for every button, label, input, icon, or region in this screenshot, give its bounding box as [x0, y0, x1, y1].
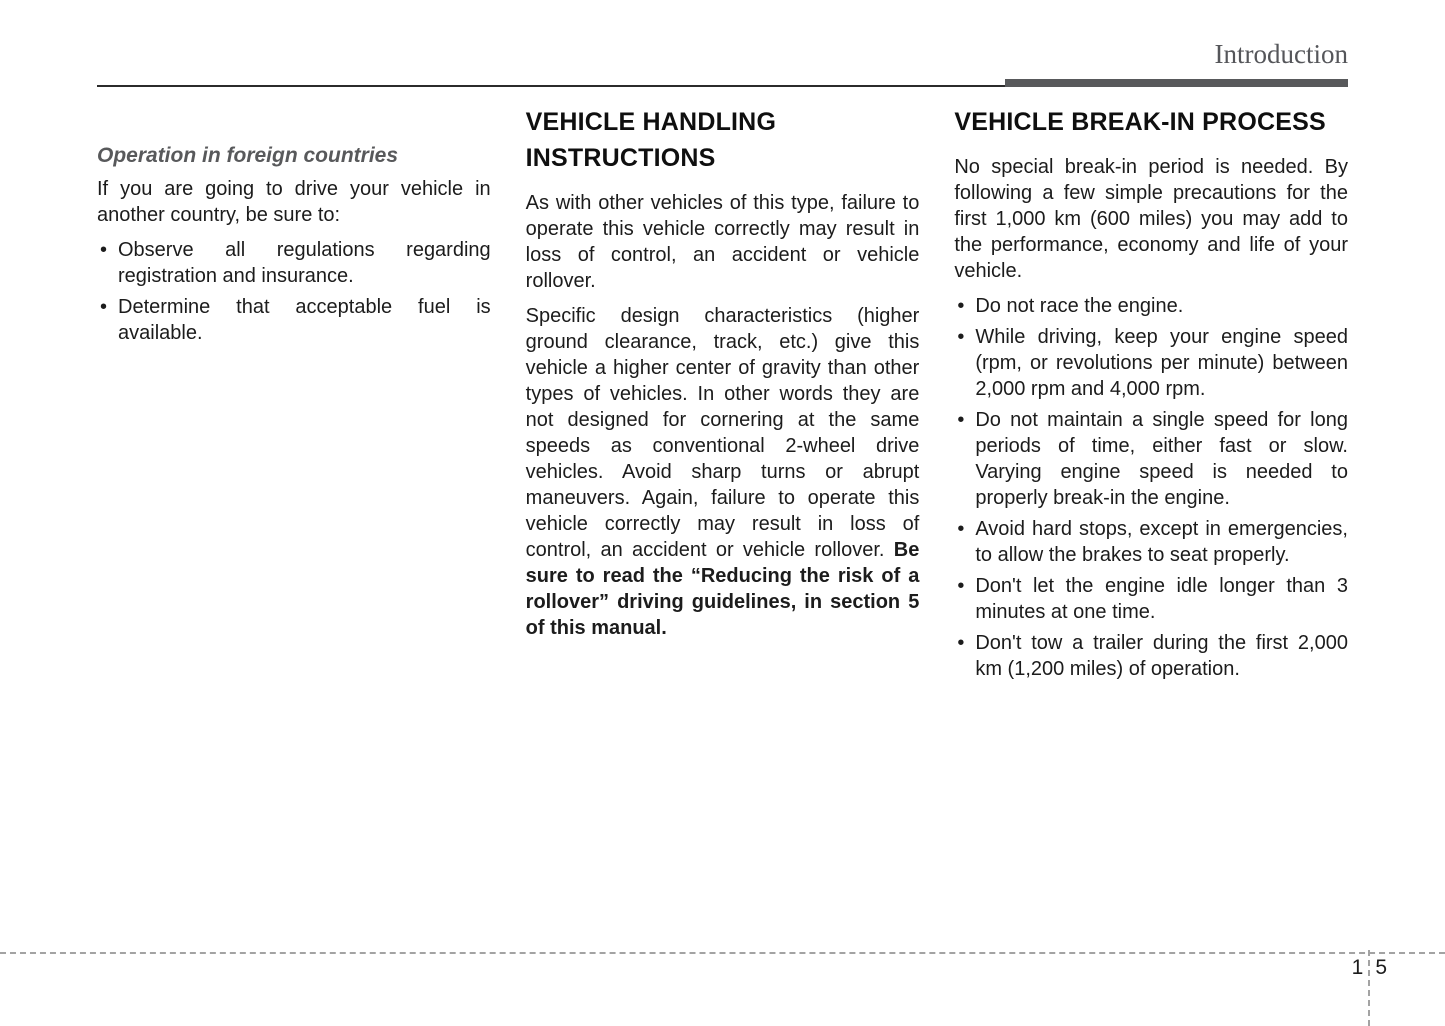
bullet-marker: • [957, 518, 965, 540]
bullet-marker: • [957, 632, 965, 654]
column-vehicle-handling [526, 104, 920, 687]
header-thick-bar [1005, 79, 1348, 87]
list-item [97, 237, 491, 289]
column-break-in-process [954, 104, 1348, 687]
page-in-chapter-number: 5 [1375, 956, 1387, 979]
foreign-countries-list [97, 237, 491, 346]
list-item-text: Do not maintain a single speed for long periods of time, either fast or slow. Varying engine speed is needed to properly break-in the engine. [975, 409, 1348, 509]
section-heading-foreign-countries: Operation in foreign countries [97, 144, 399, 167]
list-item [954, 573, 1348, 625]
chapter-number: 1 [1351, 956, 1364, 979]
footer-dashed-line [0, 952, 1445, 954]
paragraph-handling-2 [526, 303, 920, 641]
section-heading-vehicle-handling: VEHICLE HANDLING INSTRUCTIONS [525, 108, 777, 172]
section-heading-break-in: VEHICLE BREAK-IN PROCESS [954, 108, 1326, 136]
list-item [954, 293, 1348, 319]
list-item-text: Don't tow a trailer during the first 2,000 km (1,200 miles) of operation. [975, 632, 1348, 680]
bullet-marker: • [957, 575, 965, 597]
chapter-title: Introduction [1214, 39, 1348, 69]
list-item [954, 630, 1348, 682]
bullet-marker: • [100, 296, 108, 318]
column-foreign-operation [97, 104, 491, 687]
list-item [954, 516, 1348, 568]
bullet-marker: • [957, 409, 965, 431]
list-item [954, 407, 1348, 511]
page-number-divider [1368, 950, 1370, 1026]
paragraph-break-in-intro: No special break-in period is needed. By following a few simple precautions for the first 1,000 km (600 miles) you may add to the performance, economy and life of your vehicle. [954, 156, 1348, 282]
header-rule [97, 79, 1348, 87]
list-item-text: Avoid hard stops, except in emergencies, to allow the brakes to seat properly. [975, 518, 1348, 566]
list-item-text: While driving, keep your engine speed (rpm, or revolutions per minute) between 2,000 rpm and 4,000 rpm. [975, 326, 1348, 400]
paragraph-handling-2-bold: Be sure to read the “Reducing the risk of a rollover” driving guidelines, in section 5 of this manual. [525, 539, 920, 639]
list-item-text: Observe all regulations regarding registration and insurance. [118, 239, 491, 287]
paragraph-foreign-intro: If you are going to drive your vehicle in another country, be sure to: [97, 178, 491, 226]
bullet-marker: • [957, 295, 965, 317]
bullet-marker: • [100, 239, 108, 261]
list-item [97, 294, 491, 346]
break-in-list [954, 293, 1348, 682]
paragraph-handling-2-regular: Specific design characteristics (higher ground clearance, track, etc.) give this vehicle a higher center of gravity than other types of vehicles. In other words they are not designed for cornering at the same speeds as conventional 2-wheel drive vehicles. Avoid sharp turns or abrupt maneuvers. Again, failure to operate this vehicle correctly may result in loss of control, an accident or vehicle rollover. [525, 305, 920, 561]
list-item-text: Don't let the engine idle longer than 3 minutes at one time. [975, 575, 1348, 623]
page-number [1352, 950, 1387, 1026]
page-header [0, 0, 1445, 87]
paragraph-handling-1: As with other vehicles of this type, failure to operate this vehicle correctly may result in loss of control, an accident or vehicle rollover. [525, 192, 920, 292]
bullet-marker: • [957, 326, 965, 348]
list-item-text: Determine that acceptable fuel is available. [118, 296, 491, 344]
content-columns [97, 104, 1348, 687]
list-item-text: Do not race the engine. [975, 295, 1184, 317]
list-item [954, 324, 1348, 402]
